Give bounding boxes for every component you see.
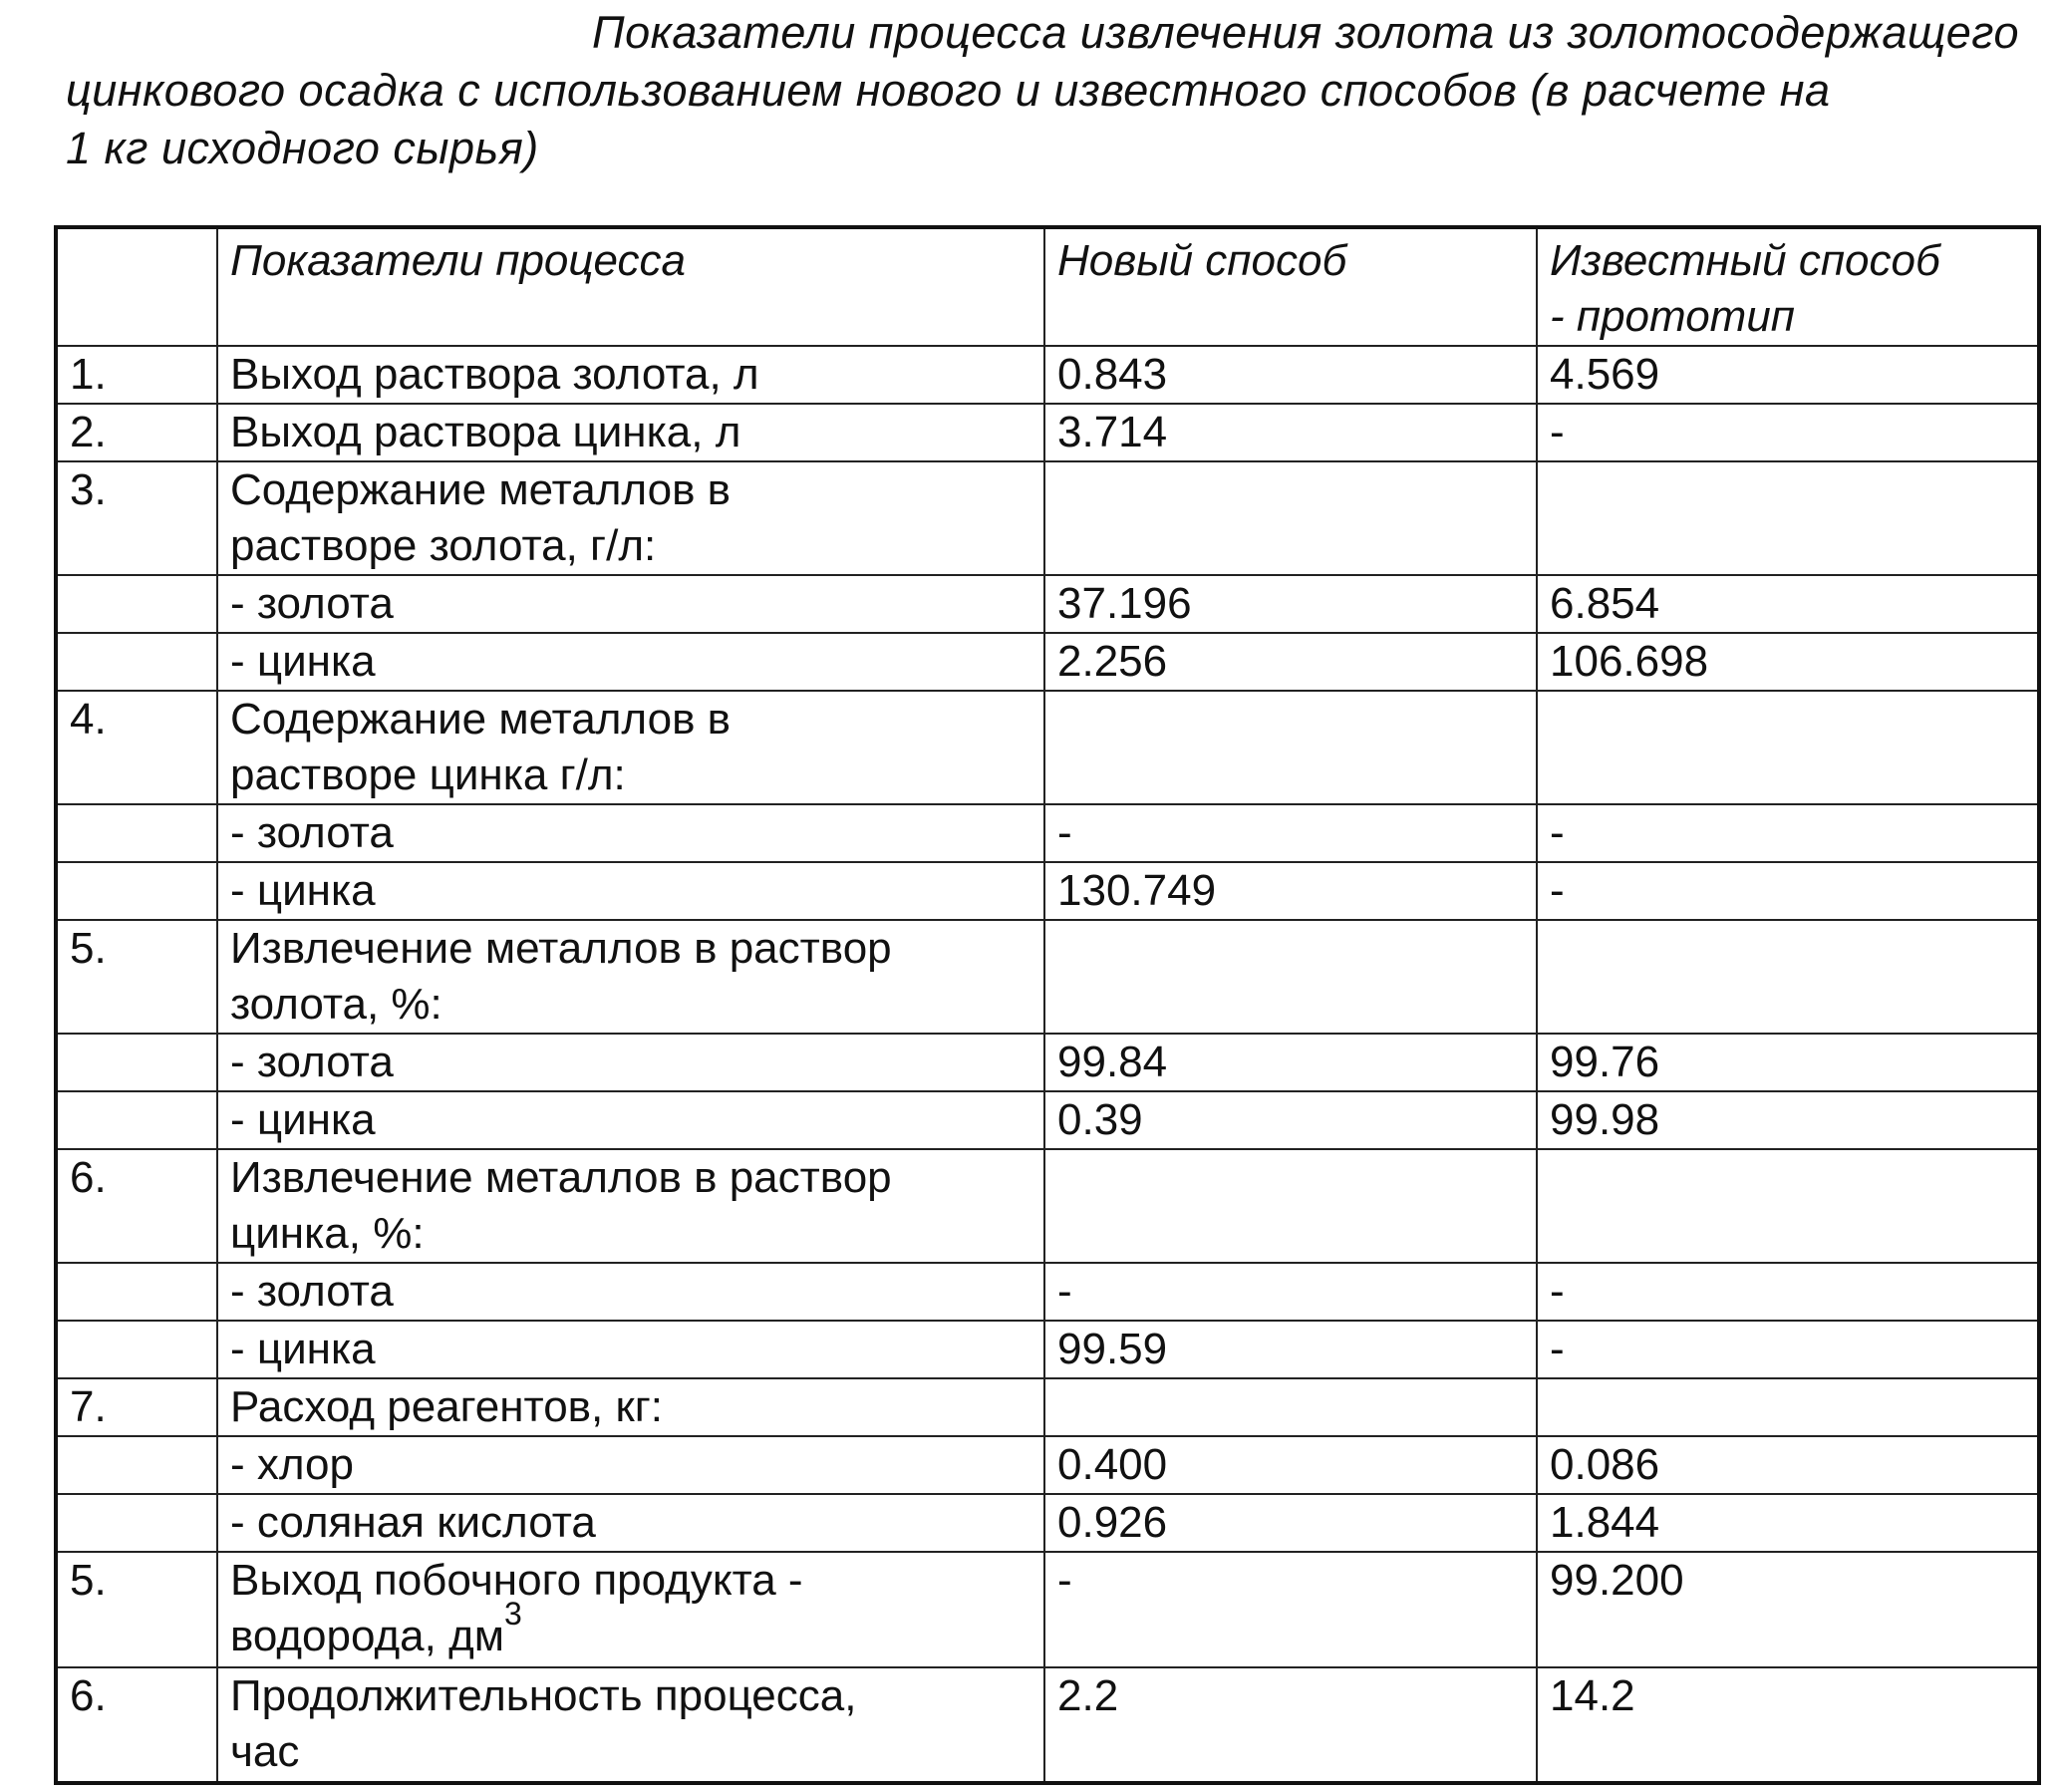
row-num: 5. — [56, 1552, 217, 1667]
row-label — [217, 691, 1044, 804]
row-num — [56, 1436, 217, 1494]
row-new-value — [1044, 461, 1537, 575]
table-row — [56, 1321, 2039, 1378]
row-num: 4. — [56, 691, 217, 804]
table-row — [56, 575, 2039, 633]
row-old-value — [1537, 1149, 2039, 1263]
row-label — [217, 1667, 1044, 1783]
row-label: - соляная кислота — [217, 1494, 1044, 1552]
row-new-value — [1044, 1149, 1537, 1263]
row-old-value: 4.569 — [1537, 346, 2039, 404]
row-num: 1. — [56, 346, 217, 404]
row-old-value: - — [1537, 404, 2039, 461]
row-num — [56, 1091, 217, 1149]
row-num — [56, 1494, 217, 1552]
row-old-value: 99.98 — [1537, 1091, 2039, 1149]
row-num — [56, 1263, 217, 1321]
row-label: - золота — [217, 575, 1044, 633]
row-num — [56, 575, 217, 633]
table-row — [56, 804, 2039, 862]
table-row — [56, 1149, 2039, 1263]
row-label-line1: Продолжительность процесса, — [230, 1671, 857, 1720]
row-new-value: 0.926 — [1044, 1494, 1537, 1552]
row-label-line2: растворе золота, г/л: — [230, 521, 657, 570]
row-label: Выход раствора золота, л — [217, 346, 1044, 404]
row-new-value: - — [1044, 804, 1537, 862]
row-new-value: 0.843 — [1044, 346, 1537, 404]
row-label-line1: Содержание металлов в — [230, 695, 732, 744]
header-row — [56, 227, 2039, 346]
row-num — [56, 862, 217, 920]
header-new-method: Новый способ — [1044, 227, 1537, 346]
table-row — [56, 1378, 2039, 1436]
row-num — [56, 1034, 217, 1091]
row-label: - цинка — [217, 1091, 1044, 1149]
row-num: 7. — [56, 1378, 217, 1436]
row-num — [56, 804, 217, 862]
row-old-value — [1537, 920, 2039, 1034]
row-label-line2: растворе цинка г/л: — [230, 750, 626, 799]
row-label — [217, 1552, 1044, 1667]
row-label: - золота — [217, 1263, 1044, 1321]
row-label: - золота — [217, 804, 1044, 862]
row-old-value: - — [1537, 862, 2039, 920]
row-label: - золота — [217, 1034, 1044, 1091]
row-old-value — [1537, 461, 2039, 575]
row-label-line1: Выход побочного продукта - — [230, 1556, 803, 1605]
row-old-value: - — [1537, 1321, 2039, 1378]
row-num: 6. — [56, 1667, 217, 1783]
row-label: - цинка — [217, 633, 1044, 691]
table-row — [56, 1436, 2039, 1494]
row-label — [217, 1149, 1044, 1263]
row-label: - цинка — [217, 862, 1044, 920]
row-old-value — [1537, 691, 2039, 804]
row-new-value — [1044, 920, 1537, 1034]
row-label-line1: Извлечение металлов в раствор — [230, 924, 892, 973]
caption-line-3: 1 кг исходного сырья) — [66, 123, 539, 173]
row-label: - хлор — [217, 1436, 1044, 1494]
row-new-value: - — [1044, 1552, 1537, 1667]
row-new-value — [1044, 1378, 1537, 1436]
row-num: 6. — [56, 1149, 217, 1263]
row-old-value: - — [1537, 1263, 2039, 1321]
row-new-value — [1044, 691, 1537, 804]
table-caption — [66, 4, 2019, 177]
row-label-line2: час — [230, 1727, 300, 1776]
table-row — [56, 691, 2039, 804]
table-row — [56, 1667, 2039, 1783]
row-new-value: 3.714 — [1044, 404, 1537, 461]
row-new-value: 2.2 — [1044, 1667, 1537, 1783]
caption-line-1: Показатели процесса извлечения золота из золотосодержащего — [592, 7, 2019, 58]
row-label: - цинка — [217, 1321, 1044, 1378]
row-old-value: 6.854 — [1537, 575, 2039, 633]
table-row — [56, 1034, 2039, 1091]
row-label-line2: цинка, %: — [230, 1209, 425, 1258]
row-label-line1: Извлечение металлов в раствор — [230, 1153, 892, 1202]
row-num — [56, 633, 217, 691]
table-row — [56, 461, 2039, 575]
row-new-value: - — [1044, 1263, 1537, 1321]
header-known-method — [1537, 227, 2039, 346]
row-label: Выход раствора цинка, л — [217, 404, 1044, 461]
row-num: 3. — [56, 461, 217, 575]
row-new-value: 130.749 — [1044, 862, 1537, 920]
table-row — [56, 1494, 2039, 1552]
row-label — [217, 461, 1044, 575]
row-new-value: 2.256 — [1044, 633, 1537, 691]
row-old-value: 0.086 — [1537, 1436, 2039, 1494]
table-row — [56, 1091, 2039, 1149]
table-row — [56, 346, 2039, 404]
row-new-value: 0.39 — [1044, 1091, 1537, 1149]
header-known-method-line2: - прототип — [1550, 292, 1795, 341]
table-row — [56, 920, 2039, 1034]
row-label: Расход реагентов, кг: — [217, 1378, 1044, 1436]
header-num — [56, 227, 217, 346]
row-new-value: 99.59 — [1044, 1321, 1537, 1378]
caption-line-2: цинкового осадка с использованием нового и известного способов (в расчете на — [66, 65, 1831, 116]
row-label-line2: водорода, дм — [230, 1612, 505, 1660]
row-label-line2: золота, %: — [230, 980, 442, 1029]
table-row — [56, 862, 2039, 920]
row-old-value: 106.698 — [1537, 633, 2039, 691]
row-new-value: 99.84 — [1044, 1034, 1537, 1091]
row-old-value: 99.200 — [1537, 1552, 2039, 1667]
header-indicator: Показатели процесса — [217, 227, 1044, 346]
row-label-line1: Содержание металлов в — [230, 465, 732, 514]
row-old-value — [1537, 1378, 2039, 1436]
row-label — [217, 920, 1044, 1034]
row-new-value: 0.400 — [1044, 1436, 1537, 1494]
row-num — [56, 1321, 217, 1378]
row-old-value: - — [1537, 804, 2039, 862]
table-row — [56, 1552, 2039, 1667]
row-old-value: 99.76 — [1537, 1034, 2039, 1091]
row-num: 5. — [56, 920, 217, 1034]
unit-exponent: 3 — [504, 1596, 522, 1632]
row-old-value: 14.2 — [1537, 1667, 2039, 1783]
row-new-value: 37.196 — [1044, 575, 1537, 633]
row-old-value: 1.844 — [1537, 1494, 2039, 1552]
row-num: 2. — [56, 404, 217, 461]
table-row — [56, 1263, 2039, 1321]
table-row — [56, 633, 2039, 691]
table-row — [56, 404, 2039, 461]
header-known-method-line1: Известный способ — [1550, 236, 1940, 285]
process-indicators-table — [54, 225, 2041, 1785]
